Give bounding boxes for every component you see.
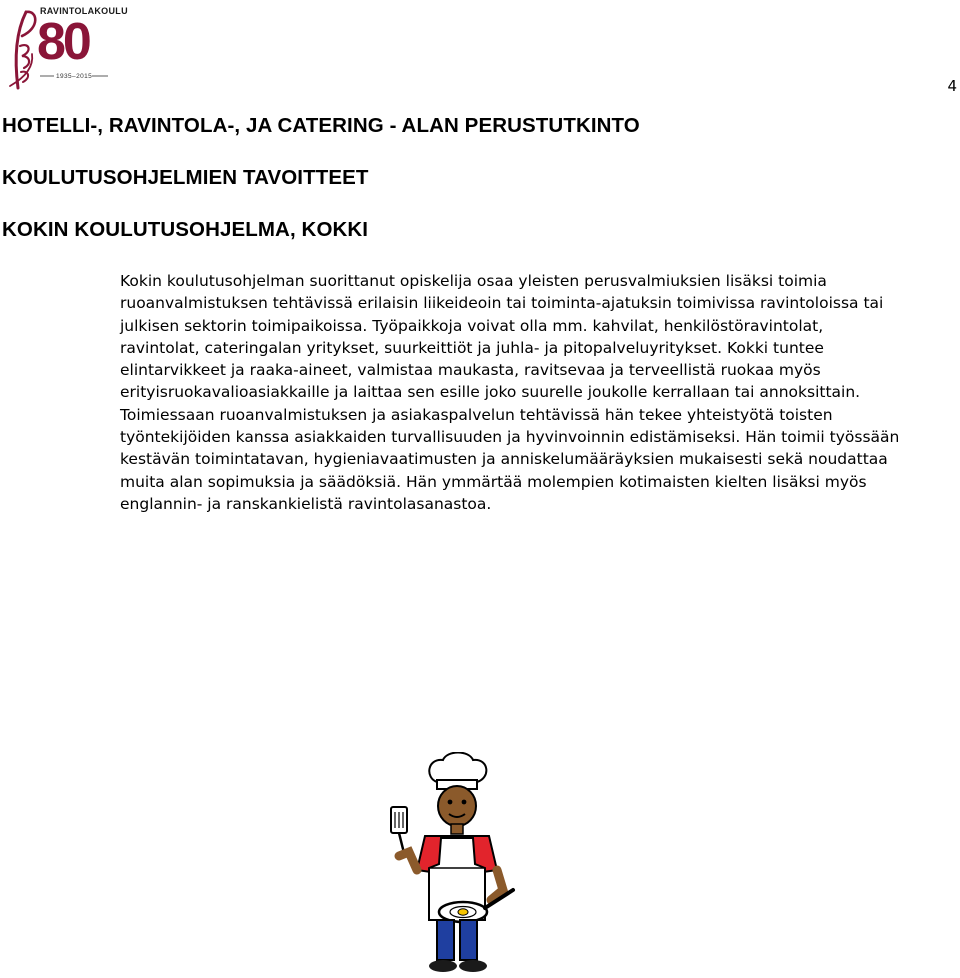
school-logo [4, 2, 128, 92]
logo-number: 80 [37, 13, 89, 71]
chef-cartoon-icon [385, 752, 525, 974]
page-title: HOTELLI-, RAVINTOLA-, JA CATERING - ALAN PERUSTUTKINTO [2, 114, 640, 137]
chef-illustration [385, 752, 525, 974]
page-number: 4 [947, 77, 957, 95]
body-paragraph: Kokin koulutusohjelman suorittanut opiskelija osaa yleisten perusvalmiuksien lisäksi toimia ruoanvalmistuksen tehtävissä erilaisin liikeideoin tai toiminta-ajatuksin toimivissa ravintoloissa tai julkisen sektorin toimipaikoissa. Työpaikkoja voivat olla mm. kahvilat, henkilöstöravintolat, ravintolat, cateringalan yritykset, suurkeittiöt ja juhla- ja pitopalveluyritykset. Kokki tuntee elintarvikkeet ja raaka-aineet, valmistaa maukasta, ravitsevaa ja terveellistä ruokaa myös erityisruokavalioasiakkaille ja laittaa sen esille joko suurelle joukolle kerrallaan tai annoksittain. Toimiessaan ruoanvalmistuksen ja asiakaspalvelun tehtävissä hän tekee yhteistyötä toisten työntekijöiden kanssa asiakkaiden turvallisuuden ja hyvinvoinnin edistämiseksi. Hän toimii työssään kestävän toimintatavan, hygieniavaatimusten ja anniskelumääräyksien mukaisesti sekä noudattaa muita alan sopimuksia ja säädöksiä. Hän ymmärtää molempien kotimaisten kielten lisäksi myös englannin- ja ranskankielistä ravintolasanastoa. [120, 272, 900, 513]
subsection-heading: KOKIN KOULUTUSOHJELMA, KOKKI [2, 218, 369, 241]
logo-years: 1935–2015 [56, 73, 93, 80]
section-heading: KOULUTUSOHJELMIEN TAVOITTEET [2, 166, 369, 189]
logo-title: RAVINTOLAKOULU [40, 6, 128, 16]
